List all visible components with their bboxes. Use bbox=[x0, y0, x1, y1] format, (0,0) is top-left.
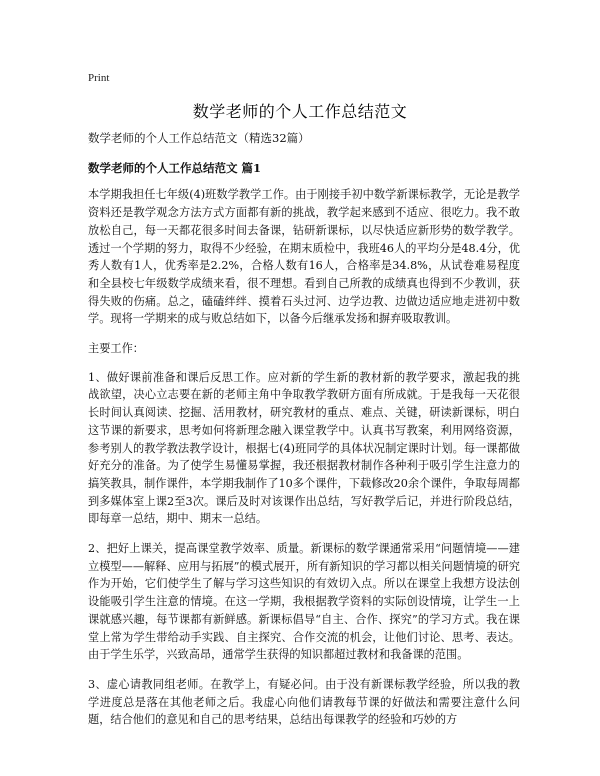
document-subtitle: 数学老师的个人工作总结范文（精选32篇） bbox=[88, 131, 310, 145]
document-title: 数学老师的个人工作总结范文 bbox=[192, 102, 408, 121]
main-work-label: 主要工作： bbox=[88, 342, 144, 356]
section-heading: 数学老师的个人工作总结范文 篇1 bbox=[88, 160, 262, 175]
document-body bbox=[88, 130, 520, 741]
work-item-2: 2、把好上课关，提高课堂教学效率、质量。新课标的数学课通常采用“问题情境——建立模型——解释、应用与拓展”的模式展开，所有新知识的学习都以相关问题情境的研究作为开始，它们使学生了解与学习这些知识的有效切入点。所以在课堂上我想方设法创设能吸引学生注意的情境。在这一学期，我根据教学资料的实际创设情境，让学生一上课就感兴趣，每节课都有新鲜感。新课标倡导“自主、合作、探究”的学习方式。我在课堂上常为学生带给动手实践、自主探究、合作交流的机会，让他们讨论、思考、表达。由于学生乐学，兴致高昂，通常学生获得的知识都超过教材和我备课的范围。 bbox=[88, 542, 520, 662]
intro-paragraph: 本学期我担任七年级(4)班数学教学工作。由于刚接手初中数学新课标教学，无论是教学资料还是教学观念方法方式方面都有新的挑战，教学起来感到不适应、很吃力。我不敢放松自己，每一天都花很多时间去备课，钻研新课标，以尽快适应新形势的数学教学。透过一个学期的努力，取得不少经验，在期末质检中，我班46人的平均分是48.4分，优秀人数有1人，优秀率是2.2%，合格人数有16人，合格率是34.8%，从试卷难易程度和全县校七年级数学成绩来看，很不理想。看到自己所教的成绩真也得到不少教训，获得失败的伤痛。总之，磕磕绊绊、摸着石头过河、边学边教、边做边适应地走进初中数学。现将一学期来的成与败总结如下，以备今后继承发扬和摒弃吸取教训。 bbox=[88, 188, 520, 326]
print-link[interactable]: Print bbox=[88, 72, 110, 84]
work-item-1: 1、做好课前准备和课后反思工作。应对新的学生新的教材新的教学要求，激起我的挑战欲望，决心立志要在新的老师主角中争取教学教研方面有所成就。于是我每一天花很长时间认真阅读、挖掘、活用教材，研究教材的重点、难点、关键，研读新课标，明白这节课的新要求，思考如何将新理念融入课堂教学中。认真书写教案，利用网络资源，参考别人的教学教法教学设计，根据七(4)班同学的具体状况制定课时计划。每一课都做好充分的准备。为了使学生易懂易掌握，我还根据教材制作各种利于吸引学生注意力的搞笑教具，制作课件，本学期我制作了10多个课件，下载修改20余个课件，争取每周都到多媒体室上课2至3次。课后及时对该课作出总结，写好教学后记，并进行阶段总结，即每章一总结，期中、期末一总结。 bbox=[88, 370, 520, 526]
work-item-3: 3、虚心请教同组老师。在教学上，有疑必问。由于没有新课标教学经验，所以我的教学进度总是落在其他老师之后。我虚心向他们请教每节课的好做法和需要注意什么问题，结合他们的意见和自己的思考结果，总结出每课教学的经验和巧妙的方 bbox=[88, 677, 520, 727]
